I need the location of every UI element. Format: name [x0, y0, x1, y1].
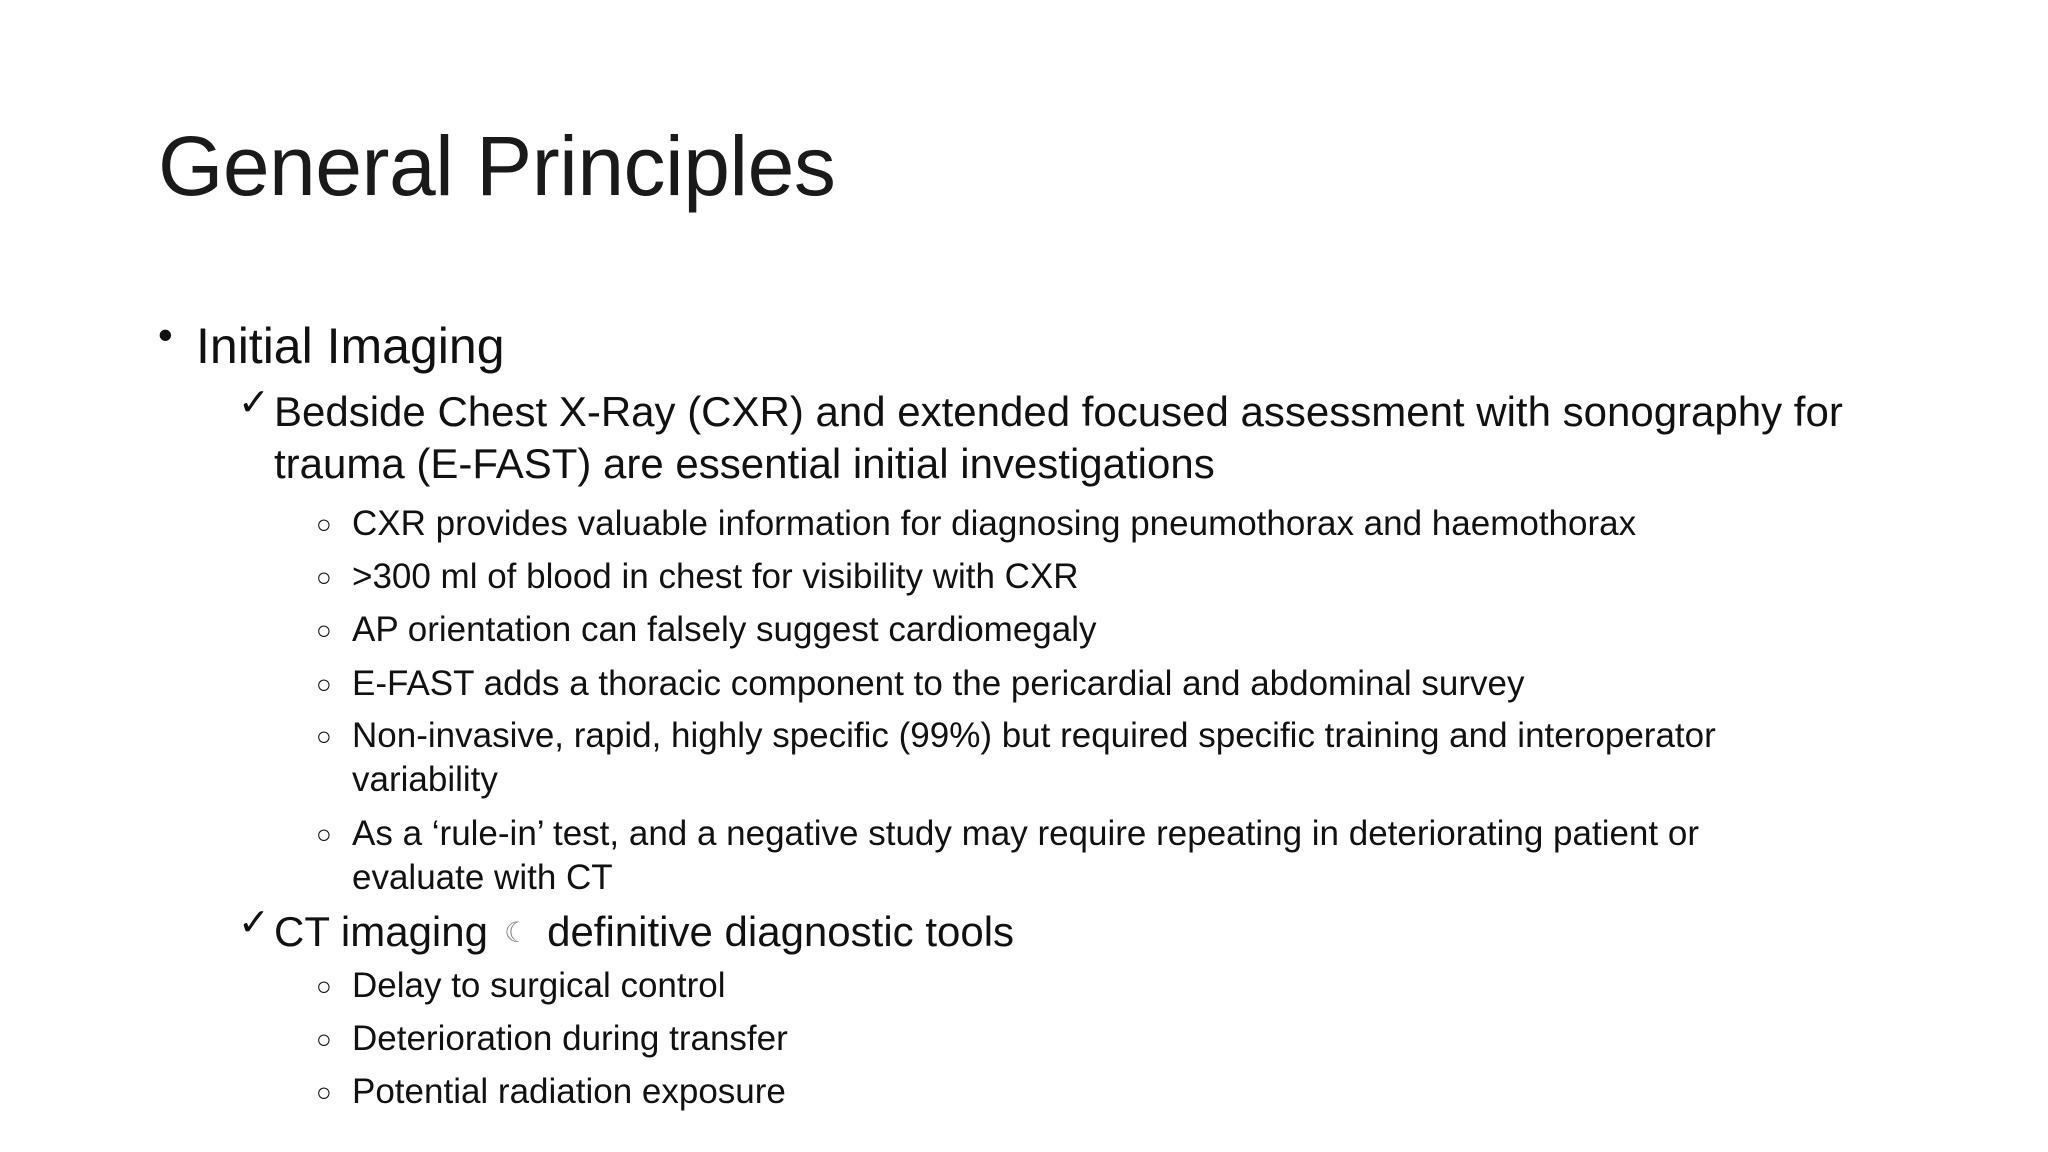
sub-bullet-text: Non-invasive, rapid, highly specific (99%) but required specific training and interoperator variability	[352, 716, 1716, 799]
check-item-bedside-cxr	[238, 382, 1878, 490]
sub-bullet	[316, 1017, 1796, 1061]
circle-bullet-icon: ○	[316, 1077, 332, 1107]
bullet-dot-icon: •	[158, 311, 173, 358]
circle-bullet-icon: ○	[316, 615, 332, 645]
check-item-ct-imaging	[238, 902, 1878, 963]
sub-bullet-text: AP orientation can falsely suggest cardiomegaly	[352, 610, 1097, 649]
circle-bullet-icon: ○	[316, 509, 332, 539]
sub-bullet	[316, 812, 1796, 900]
sub-bullet	[316, 662, 1796, 706]
sub-bullet	[316, 502, 1796, 546]
ct-imaging-description: definitive diagnostic tools	[547, 908, 1015, 955]
circle-bullet-icon: ○	[316, 669, 332, 699]
circle-bullet-icon: ○	[316, 562, 332, 592]
sub-bullet-text: Potential radiation exposure	[352, 1072, 786, 1111]
check-item-text	[274, 906, 1878, 963]
sub-bullet	[316, 608, 1796, 652]
sub-bullet	[316, 555, 1796, 599]
sub-bullet-text: Deterioration during transfer	[352, 1019, 788, 1058]
sub-bullet-text: Delay to surgical control	[352, 966, 726, 1005]
sub-bullet-text: >300 ml of blood in chest for visibility with CXR	[352, 557, 1079, 596]
circle-bullet-icon: ○	[316, 971, 332, 1001]
circle-bullet-icon: ○	[316, 1024, 332, 1054]
slide-title: General Principles	[158, 119, 836, 213]
ct-imaging-label: CT imaging	[274, 908, 488, 955]
sub-bullet	[316, 964, 1796, 1008]
sub-bullet	[316, 714, 1796, 802]
checkmark-icon: ✓	[238, 382, 270, 424]
sub-bullet-text: CXR provides valuable information for diagnosing pneumothorax and haemothorax	[352, 504, 1637, 543]
check-item-text: Bedside Chest X-Ray (CXR) and extended focused assessment with sonography for trauma (E-FAST) are essential initial investigations	[274, 388, 1843, 487]
sub-bullet-text: E-FAST adds a thoracic component to the pericardial and abdominal survey	[352, 664, 1525, 703]
moon-icon: ☾	[503, 917, 530, 948]
circle-bullet-icon: ○	[316, 721, 332, 751]
sub-bullet-text: As a ‘rule-in’ test, and a negative study may require repeating in deteriorating patient or evaluate with CT	[352, 814, 1699, 897]
checkmark-icon: ✓	[238, 902, 270, 944]
bullet-initial-imaging	[158, 311, 505, 376]
circle-bullet-icon: ○	[316, 819, 332, 849]
bullet-initial-imaging-label: Initial Imaging	[196, 318, 505, 374]
sub-bullet	[316, 1070, 1796, 1114]
